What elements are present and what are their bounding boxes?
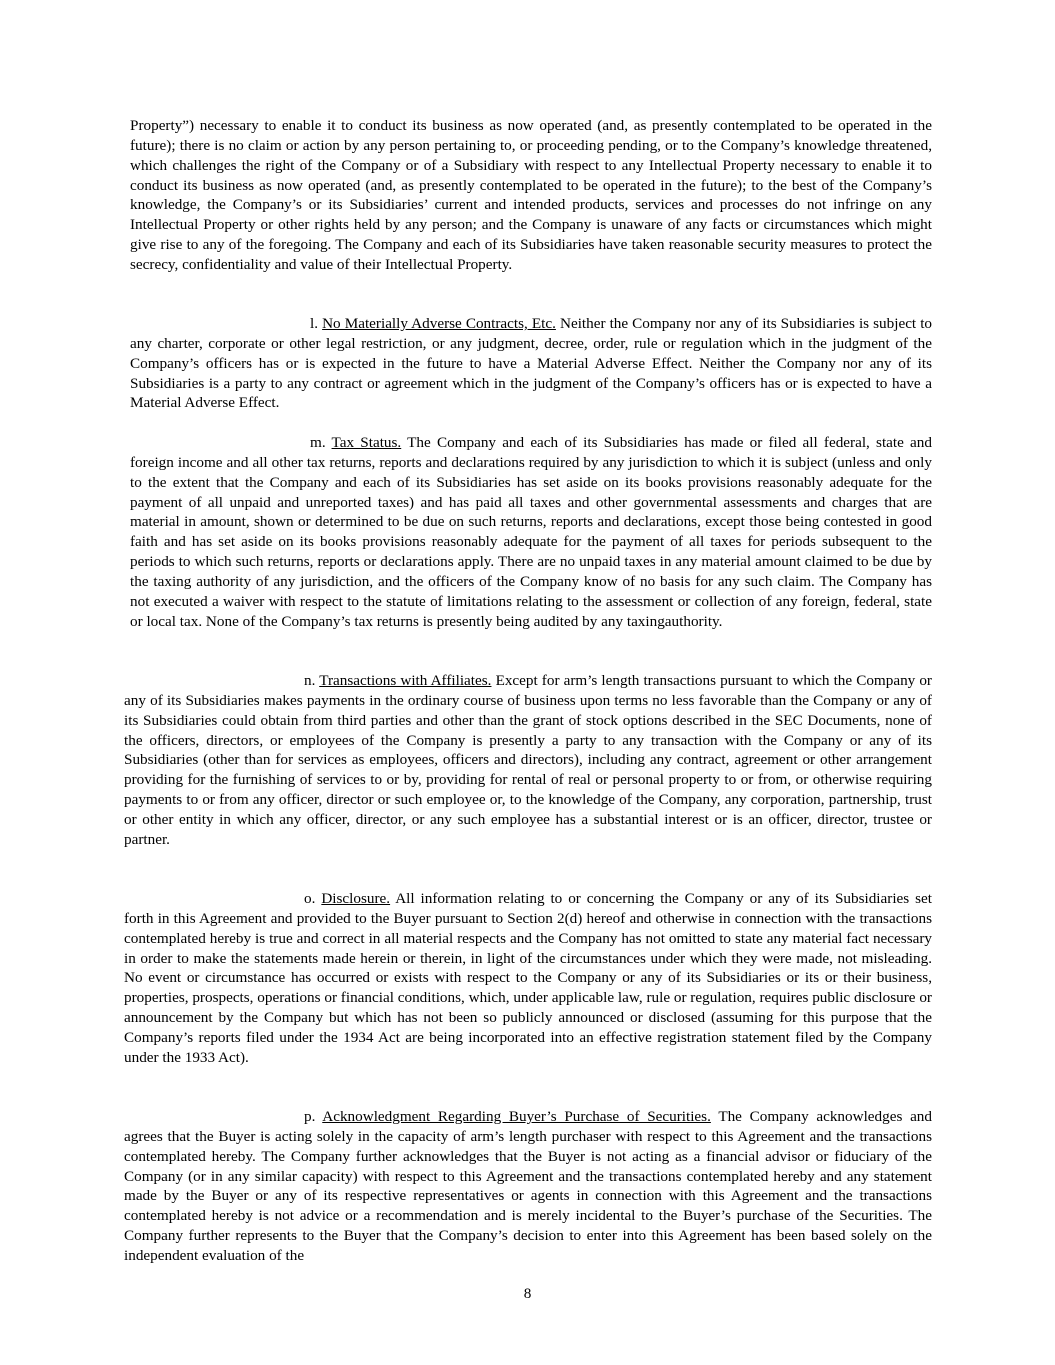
section-p-paragraph <box>124 1107 932 1266</box>
section-m-body: The Company and each of its Subsidiaries has made or filed all federal, state and foreign income and all other tax returns, reports and declarations required by any jurisdiction to which it is subject (unless and only to the extent that the Company and each of its Subsidiaries has set aside on its books provisions reasonably adequate for the payment of all unpaid and unreported taxes) and has paid all taxes and other governmental assessments and charges that are material in amount, shown or determined to be due on such returns, reports and declarations, except those being contested in good faith and has set aside on its books provisions reasonably adequate for the payment of all taxes for periods subsequent to the periods to which such returns, reports or declarations apply. There are no unpaid taxes in any material amount claimed to be due by the taxing authority of any jurisdiction, and the officers of the Company know of no basis for any such claim. The Company has not executed a waiver with respect to the statute of limitations relating to the assessment or collection of any foreign, federal, state or local tax. None of the Company’s tax returns is presently being audited by any taxingauthority. <box>130 434 932 630</box>
section-p-body: The Company acknowledges and agrees that the Buyer is acting solely in the capacity of arm’s length purchaser with respect to this Agreement and the transactions contemplated hereby. The Company further acknowledges that the Buyer is not acting as a financial advisor or fiduciary of the Company (or in any similar capacity) with respect to this Agreement and the transactions contemplated hereby and any statement made by the Buyer or any of its respective representatives or agents in connection with this Agreement and the transactions contemplated hereby is not advice or a recommendation and is merely incidental to the Buyer’s purchase of the Securities. The Company further represents to the Buyer that the Company’s decision to enter into this Agreement has been based solely on the independent evaluation of the <box>124 1108 932 1264</box>
section-o-body: All information relating to or concerning the Company or any of its Subsidiaries set forth in this Agreement and provided to the Buyer pursuant to Section 2(d) hereof and otherwise in connection with the transactions contemplated hereby is true and correct in all material respects and the Company has not omitted to state any material fact necessary in order to make the statements made herein or therein, in light of the circumstances under which they were made, not misleading. No event or circumstance has occurred or exists with respect to the Company or any of its Subsidiaries or its or their business, properties, prospects, operations or financial conditions, which, under applicable law, rule or regulation, requires public disclosure or announcement by the Company but which has not been so publicly announced or disclosed (assuming for this purpose that the Company’s reports filed under the 1934 Act are being incorporated into an effective registration statement filed by the Company under the 1933 Act). <box>124 890 932 1066</box>
section-p-letter: p. <box>304 1108 316 1125</box>
section-l-body: Neither the Company nor any of its Subsidiaries is subject to any charter, corporate or other legal restriction, or any judgment, decree, order, rule or regulation which in the judgment of the Company’s officers has or is expected in the future to have a Material Adverse Effect. Neither the Company nor any of its Subsidiaries is a party to any contract or agreement which in the judgment of the Company’s officers has or is expected to have a Material Adverse Effect. <box>130 315 933 412</box>
section-m-letter: m. <box>310 434 326 451</box>
section-n-paragraph <box>124 671 932 850</box>
section-p-heading: Acknowledgment Regarding Buyer’s Purchase of Securities. <box>322 1108 711 1125</box>
section-n-body: Except for arm’s length transactions pursuant to which the Company or any of its Subsidiaries makes payments in the ordinary course of business upon terms no less favorable than the Company or any of its Subsidiaries could obtain from third parties and other than the grant of stock options described in the SEC Documents, none of the officers, directors, or employees of the Company is presently a party to any transaction with the Company or any of its Subsidiaries (other than for services as employees, officers and directors), including any contract, agreement or other arrangement providing for the furnishing of services to or by, providing for rental of real or personal property to or from, or otherwise requiring payments to or from any officer, director or such employee or, to the knowledge of the Company, any corporation, partnership, trust or other entity in which any officer, director, or any such employee has a substantial interest or is an officer, director, trustee or partner. <box>124 672 932 848</box>
section-l-heading: No Materially Adverse Contracts, Etc. <box>322 315 556 332</box>
section-o-paragraph <box>124 889 932 1068</box>
section-n-letter: n. <box>304 672 316 689</box>
page-number: 8 <box>523 1285 532 1302</box>
section-m-heading: Tax Status. <box>331 434 402 451</box>
section-o-heading: Disclosure. <box>321 890 391 907</box>
section-l-letter: l. <box>310 315 319 332</box>
section-l-paragraph <box>130 314 932 413</box>
section-o-letter: o. <box>304 890 316 907</box>
continuation-paragraph: Property”) necessary to enable it to conduct its business as now operated (and, as presently contemplated to be operated in the future); there is no claim or action by any person pertaining to, or proceeding pending, or to the Company’s knowledge threatened, which challenges the right of the Company or of a Subsidiary with respect to any Intellectual Property necessary to enable it to conduct its business as now operated (and, as presently contemplated to be operated in the future); to the best of the Company’s knowledge, the Company’s or its Subsidiaries’ current and intended products, services and processes do not infringe on any Intellectual Property or other rights held by any person; and the Company is unaware of any facts or circumstances which might give rise to any of the foregoing. The Company and each of its Subsidiaries have taken reasonable security measures to protect the secrecy, confidentiality and value of their Intellectual Property. <box>130 117 932 273</box>
section-m-paragraph <box>130 433 932 631</box>
section-n-heading: Transactions with Affiliates. <box>319 672 492 689</box>
